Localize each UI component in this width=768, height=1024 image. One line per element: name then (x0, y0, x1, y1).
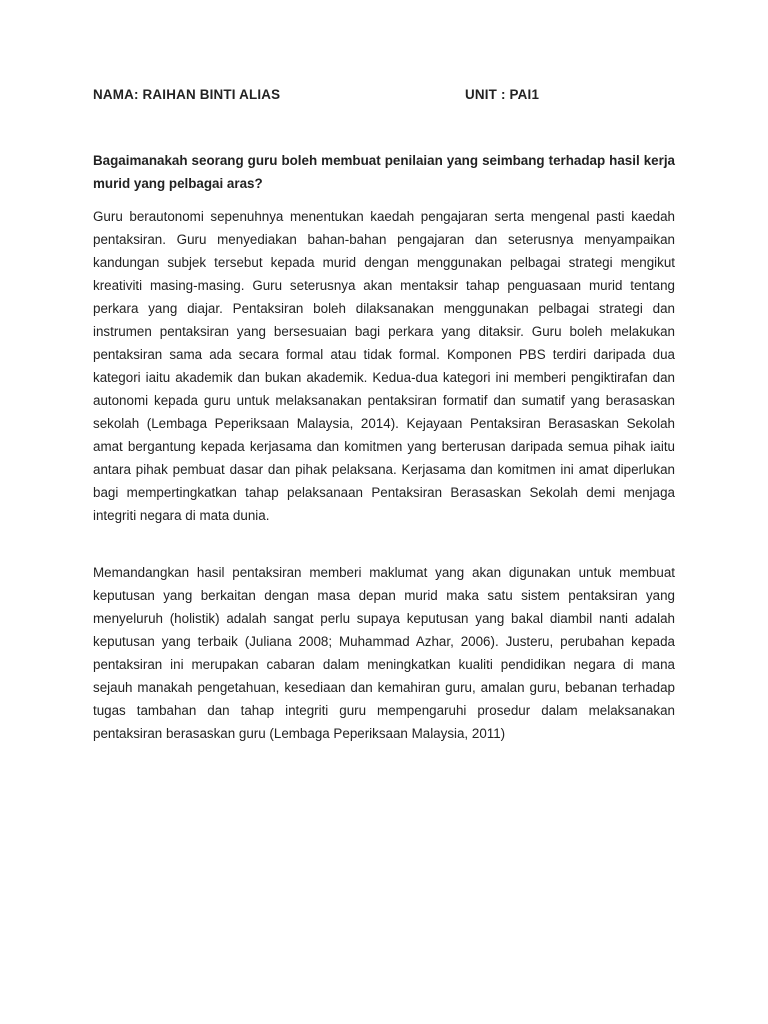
paragraph-2: Memandangkan hasil pentaksiran memberi maklumat yang akan digunakan untuk membuat keputusan yang berkaitan dengan masa depan murid maka satu sistem pentaksiran yang menyeluruh (holistik) adalah sangat perlu supaya keputusan yang bakal diambil nanti adalah keputusan yang terbaik (Juliana 2008; Muhammad Azhar, 2006). Justeru, perubahan kepada pentaksiran ini merupakan cabaran dalam meningkatkan kualiti pendidikan negara di mana sejauh manakah pengetahuan, kesediaan dan kemahiran guru, amalan guru, bebanan terhadap tugas tambahan dan tahap integriti guru mempengaruhi prosedur dalam melaksanakan pentaksiran berasaskan guru (Lembaga Peperiksaan Malaysia, 2011) (93, 565, 675, 741)
student-name: NAMA: RAIHAN BINTI ALIAS (93, 87, 281, 102)
question-heading: Bagaimanakah seorang guru boleh membuat penilaian yang seimbang terhadap hasil kerja murid yang pelbagai aras? (93, 153, 675, 191)
document-page (93, 0, 675, 1024)
unit-label: UNIT : PAI1 (465, 87, 540, 102)
document-header (93, 87, 675, 107)
paragraph-1: Guru berautonomi sepenuhnya menentukan kaedah pengajaran serta mengenal pasti kaedah pentaksiran. Guru menyediakan bahan-bahan pengajaran dan seterusnya menyampaikan kandungan subjek tersebut kepada murid dengan menggunakan pelbagai strategi mengikut kreativiti masing-masing. Guru seterusnya akan mentaksir tahap penguasaan murid tentang perkara yang diajar. Pentaksiran boleh dilaksanakan menggunakan pelbagai strategi dan instrumen pentaksiran yang bersesuaian bagi perkara yang ditaksir. Guru boleh melakukan pentaksiran sama ada secara formal atau tidak formal. Komponen PBS terdiri daripada dua kategori iaitu akademik dan bukan akademik. Kedua-dua kategori ini memberi pengiktirafan dan autonomi kepada guru untuk melaksanakan pentaksiran formatif dan sumatif yang berasaskan sekolah (Lembaga Peperiksaan Malaysia, 2014). Kejayaan Pentaksiran Berasaskan Sekolah amat bergantung kepada kerjasama dan komitmen yang berterusan daripada semua pihak iaitu antara pihak pembuat dasar dan pihak pelaksana. Kerjasama dan komitmen ini amat diperlukan bagi mempertingkatkan tahap pelaksanaan Pentaksiran Berasaskan Sekolah demi menjaga integriti negara di mata dunia. (93, 209, 675, 523)
